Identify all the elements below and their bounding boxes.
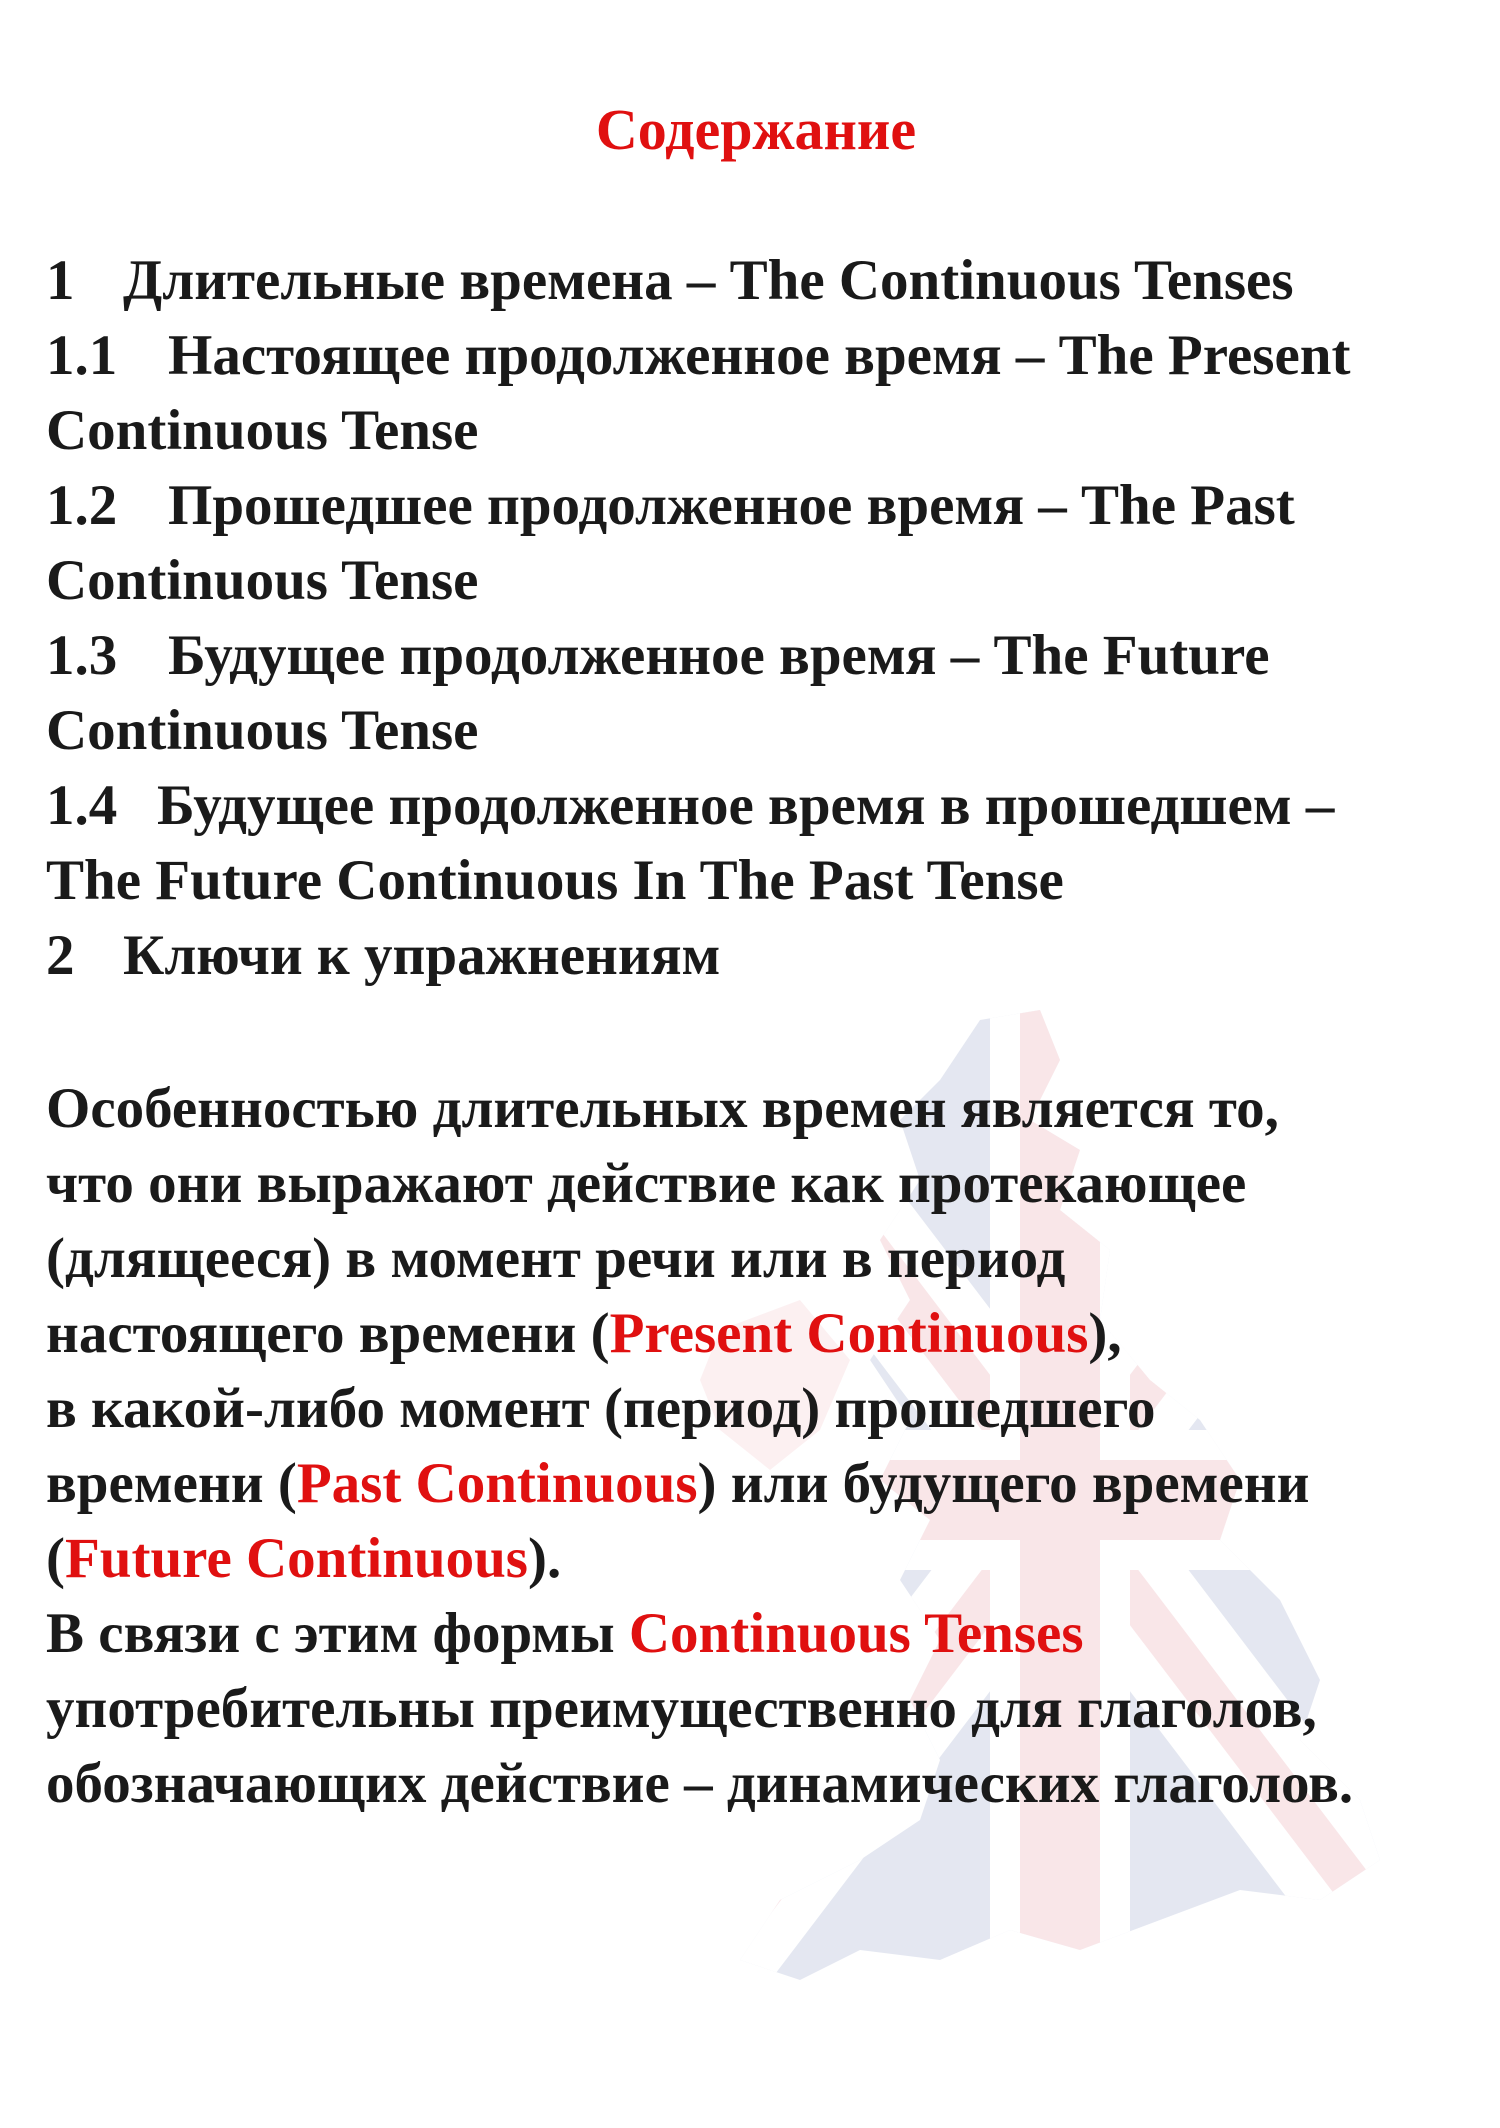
toc-text: Настоящее продолженное время – The Present [168, 324, 1351, 387]
toc-item-continuation: Continuous Tense [46, 549, 479, 612]
intro-paragraph [46, 1071, 1466, 1821]
toc-text: Прошедшее продолженное время – The Past [168, 474, 1295, 537]
highlight-continuous-tenses: Continuous Tenses [628, 1602, 1084, 1665]
toc-text: Ключи к упражнениям [123, 924, 721, 987]
toc-number: 1.4 [46, 774, 118, 837]
text-segment: В связи с этим формы [46, 1602, 629, 1665]
paragraph-line: в какой-либо момент (период) прошедшего [46, 1377, 1156, 1440]
text-segment: времени ( [46, 1452, 297, 1515]
highlight-past-continuous: Past Continuous [296, 1452, 698, 1515]
toc-item [46, 468, 1350, 543]
toc-number: 2 [46, 924, 75, 987]
text-segment: ( [46, 1527, 65, 1590]
paragraph-line [46, 1596, 1466, 1671]
text-segment: настоящего времени ( [46, 1302, 610, 1365]
paragraph-line [46, 1446, 1466, 1521]
paragraph-line: обозначающих действие – динамических глаголов. [46, 1752, 1354, 1815]
page-title: Содержание [595, 97, 917, 162]
paragraph-line: (длящееся) в момент речи или в период [46, 1227, 1066, 1290]
table-of-contents [46, 243, 1350, 993]
toc-item [46, 918, 1350, 993]
toc-number: 1.2 [46, 474, 118, 537]
text-segment: ). [527, 1527, 562, 1590]
toc-text: Будущее продолженное время в прошедшем – [157, 774, 1335, 837]
toc-item [46, 768, 1350, 843]
toc-number: 1 [46, 249, 75, 312]
paragraph-line [46, 1296, 1466, 1371]
toc-number: 1.3 [46, 624, 118, 687]
toc-text: Длительные времена – The Continuous Tenses [123, 249, 1294, 312]
toc-item [46, 618, 1350, 693]
paragraph-line [46, 1521, 1466, 1596]
text-segment: ) или будущего времени [697, 1452, 1310, 1515]
toc-text: Будущее продолженное время – The Future [168, 624, 1270, 687]
toc-item [46, 243, 1350, 318]
toc-item [46, 318, 1350, 393]
toc-number: 1.1 [46, 324, 118, 387]
highlight-future-continuous: Future Continuous [64, 1527, 528, 1590]
highlight-present-continuous: Present Continuous [609, 1302, 1089, 1365]
paragraph-line: Особенностью длительных времен является то, [46, 1077, 1279, 1140]
toc-item-continuation: The Future Continuous In The Past Tense [46, 849, 1064, 912]
toc-item-continuation: Continuous Tense [46, 699, 479, 762]
paragraph-line: употребительны преимущественно для глаголов, [46, 1677, 1317, 1740]
paragraph-line: что они выражают действие как протекающее [46, 1152, 1247, 1215]
toc-item-continuation: Continuous Tense [46, 399, 479, 462]
text-segment: ), [1088, 1302, 1122, 1365]
